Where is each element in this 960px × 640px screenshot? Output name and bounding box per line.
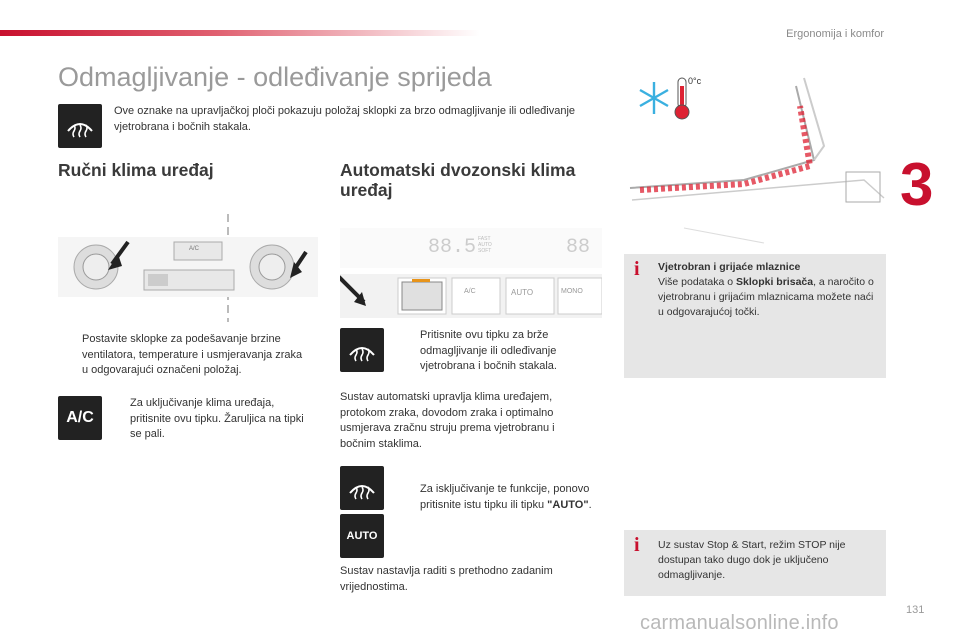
page-title: Odmagljivanje - odleđivanje sprijeda: [58, 62, 492, 92]
auto-label: AUTO: [346, 530, 378, 542]
display-temp-right: 88: [566, 236, 591, 259]
auto-bullet-2-text: Za isključivanje te funkcije, ponovo pritisnite istu tipku ili tipku: [420, 483, 590, 511]
info-stop-start-text: Uz sustav Stop & Start, režim STOP nije dostupan tako dugo dok je uključeno odmagljivanje.: [658, 539, 846, 581]
defrost-icon: [340, 328, 384, 372]
info-line: Više podataka o: [658, 276, 737, 288]
info-reference: Sklopki brisača: [736, 276, 814, 288]
auto-panel-illustration: [340, 222, 602, 320]
intro-text: Ove oznake na upravljačkoj ploči pokazuju položaj sklopki za brzo odmagljivanje ili odleđivanje vjetrobrana i bočnih stakala.: [114, 105, 576, 133]
info-icon: i: [634, 534, 640, 556]
chapter-number: 3: [900, 151, 934, 218]
auto-bullet-2-end: .: [588, 498, 592, 511]
display-modes: FAST AUTO SOFT: [478, 236, 492, 254]
manual-heading: Ručni klima uređaj: [58, 160, 214, 180]
info-panel-stop-start: [624, 530, 886, 596]
info-panel-wipers: [624, 254, 886, 378]
panel-mono-button-label: MONO: [561, 288, 583, 295]
windscreen-illustration: [624, 68, 886, 246]
defrost-icon: [340, 466, 384, 510]
info-icon: i: [634, 258, 640, 280]
auto-paragraph-1: Sustav automatski upravlja klima uređajem, protokom zraka, dovodom zraka i optimalno usmjerava zračnu struju prema vjetrobranu i bočnim staklima.: [340, 391, 555, 450]
panel-ac-label: A/C: [189, 246, 200, 252]
manual-panel-illustration: [58, 212, 318, 324]
ac-label: A/C: [66, 409, 94, 426]
info-line-end: , a naročito o vjetrobranu i grijaćim mlaznicama možete naći u odgovarajućoj točki.: [658, 276, 874, 318]
manual-bullet-1-text: Postavite sklopke za podešavanje brzine ventilatora, temperature i usmjeravanja zraka u odgovarajući označeni položaj.: [82, 333, 303, 376]
manual-bullet-2: [106, 396, 306, 443]
defrost-icon: [58, 104, 102, 148]
auto-bullet-1: [396, 328, 596, 375]
auto-bullet-1-text: Pritisnite ovu tipku za brže odmagljivanje ili odleđivanje vjetrobrana i bočnih stakala.: [420, 329, 557, 372]
panel-auto-button-label: AUTO: [511, 288, 534, 297]
header-accent-bar: [0, 30, 480, 36]
auto-button-icon: [340, 514, 384, 558]
info-title: Vjetrobran i grijaće mlaznice: [658, 261, 801, 273]
auto-key-name: "AUTO": [547, 498, 589, 511]
watermark: carmanualsonline.info: [640, 612, 839, 634]
display-temp-left: 88.5: [428, 236, 477, 259]
auto-heading: Automatski dvozonski klima uređaj: [340, 160, 576, 200]
panel-ac-button-label: A/C: [464, 288, 476, 295]
auto-paragraph-2: Sustav nastavlja raditi s prethodno zadanim vrijednostima.: [340, 565, 553, 593]
ac-button-icon: [58, 396, 102, 440]
manual-bullet-1: [58, 332, 308, 379]
info-panel-wipers-text: [658, 260, 878, 320]
section-title: Ergonomija i komfor: [786, 28, 884, 40]
page-number: 131: [906, 604, 925, 616]
manual-bullet-2-text: Za uključivanje klima uređaja, pritisnite ovu tipku. Žaruljica na tipki se pali.: [130, 397, 304, 440]
auto-bullet-2: [396, 482, 596, 513]
temp-label: 0°c: [688, 76, 702, 86]
